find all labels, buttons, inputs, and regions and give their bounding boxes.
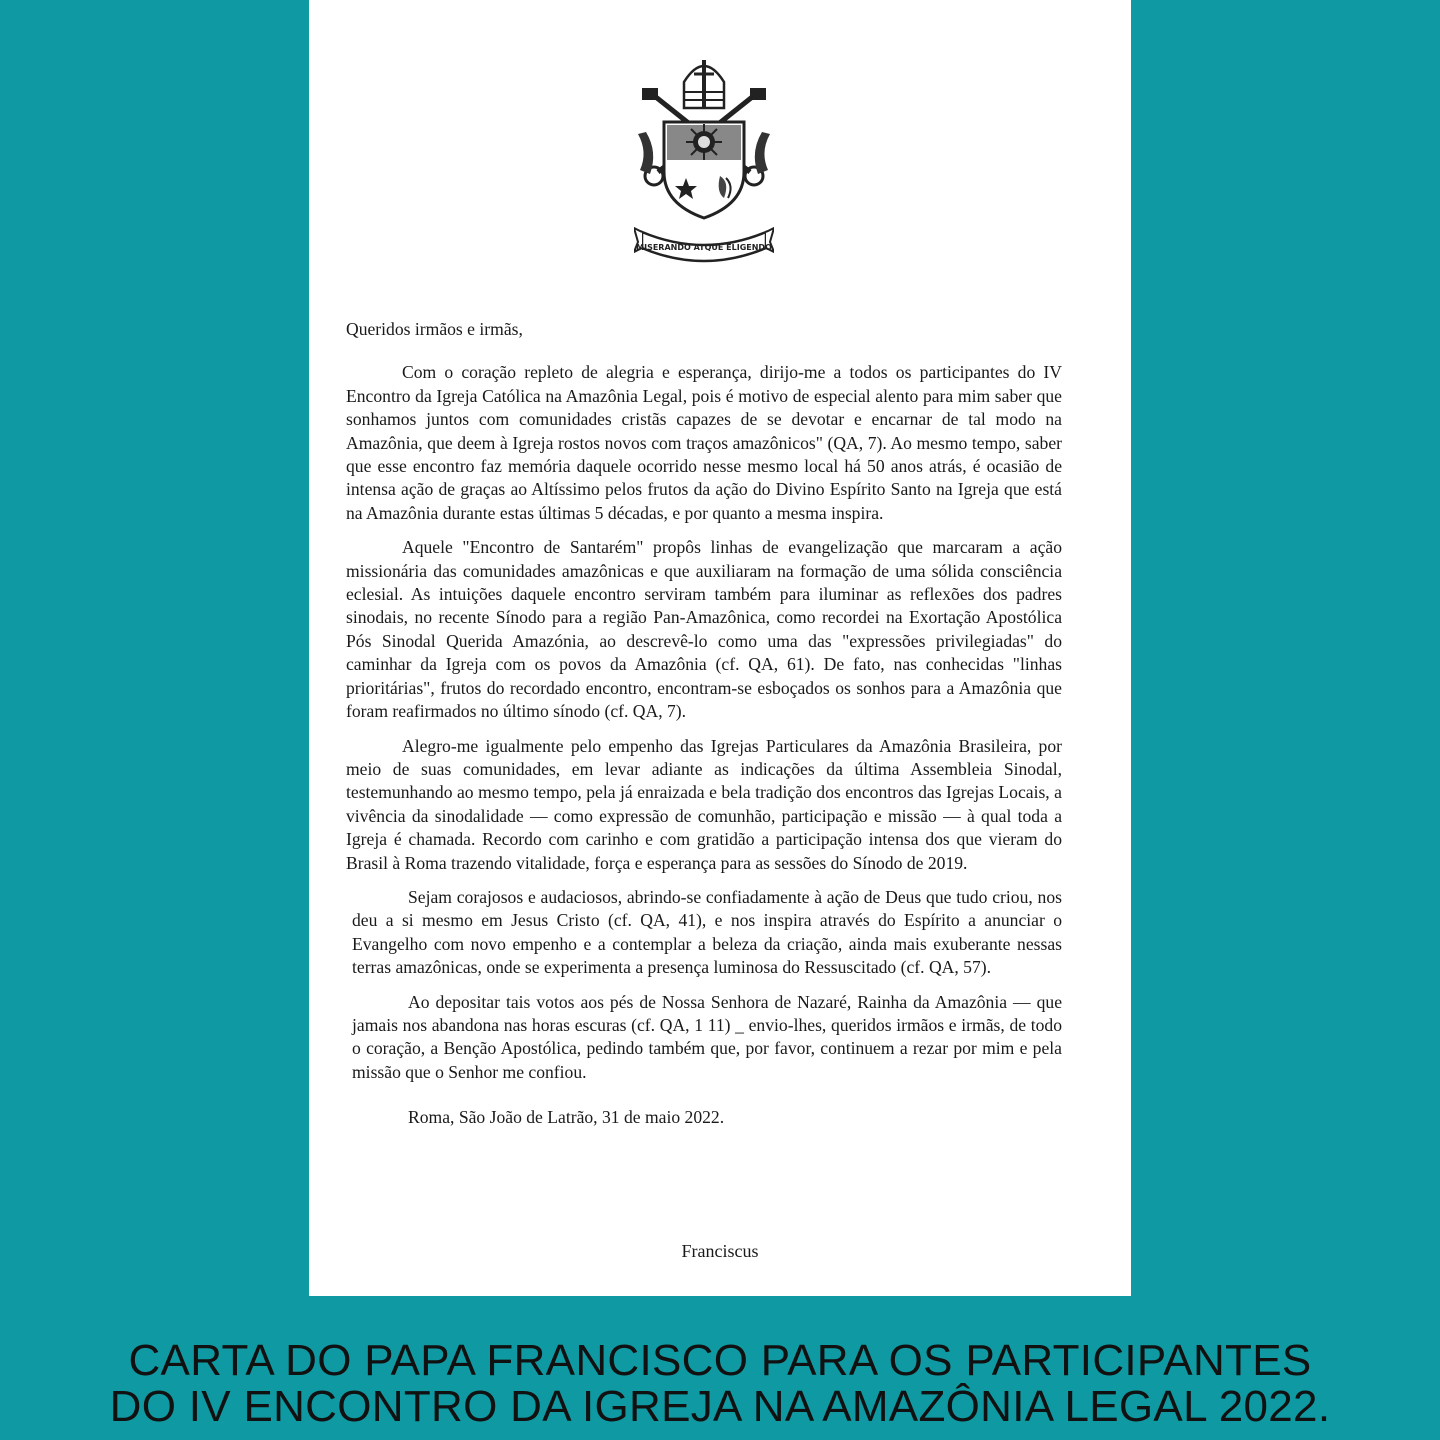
paragraph-4: Sejam corajosos e audaciosos, abrindo-se confiadamente à ação de Deus que tudo criou, nos deu a si mesmo em Jesus Cristo (cf. QA, 41), e nos inspira através do Espírito a anunciar o Evangelho com novo empenho e a contemplar a beleza da criação, ainda mais exuberante nessas terras amazônicas, onde se experimenta a presença luminosa do Ressuscitado (cf. QA, 57). xyxy=(352,886,1062,978)
paragraph-2: Aquele "Encontro de Santarém" propôs linhas de evangelização que marcaram a ação missionária das comunidades amazônicas e que auxiliaram na formação de uma sólida consciência eclesial. As intuições daquele encontro serviram também para iluminar as reflexões dos padres sinodais, no recente Sínodo para a região Pan-Amazônica, como recordei na Exortação Apostólica Pós Sinodal Querida Amazónia, ao descrevê-lo como uma das "expressões privilegiadas" do caminhar da Igreja com os povos da Amazônia (cf. QA, 61). De fato, nas conhecidas "linhas prioritárias", frutos do recordado encontro, encontram-se esboçados os sonhos para a Amazônia que foram reafirmados no último sínodo (cf. QA, 7). xyxy=(346,537,1062,722)
letter-page xyxy=(309,0,1131,1296)
date-line: Roma, São João de Latrão, 31 de maio 2022. xyxy=(408,1107,725,1128)
caption-line-2: DO IV ENCONTRO DA IGREJA NA AMAZÔNIA LEGAL 2022. xyxy=(109,1382,1331,1431)
letter-body xyxy=(346,318,1062,1130)
caption xyxy=(0,1338,1440,1430)
paragraph-3: Alegro-me igualmente pelo empenho das Igrejas Particulares da Amazônia Brasileira, por meio de suas comunidades, em levar adiante as indicações da última Assembleia Sinodal, testemunhando ao mesmo tempo, pela já enraizada e bela tradição dos encontros das Igrejas Locais, a vivência da sinodalidade — como expressão de comunhão, participação e missão — à qual toda a Igreja é chamada. Recordo com carinho e com gratidão a participação intensa dos que vieram do Brasil à Roma trazendo vitalidade, força e esperança para as sessões do Sínodo de 2019. xyxy=(346,735,1062,873)
crest-motto: MISERANDO ATQUE ELIGENDO xyxy=(636,243,772,252)
paragraph-5: Ao depositar tais votos aos pés de Nossa Senhora de Nazaré, Rainha da Amazônia — que jamais nos abandona nas horas escuras (cf. QA, 1 11) _ envio-lhes, queridos irmãos e irmãs, de todo o coração, a Benção Apostólica, pedindo também que, por favor, continuem a rezar por mim e pela missão que o Senhor me confiou. xyxy=(352,991,1062,1082)
paragraph-1: Com o coração repleto de alegria e esperança, dirijo-me a todos os participantes do IV Encontro da Igreja Católica na Amazônia Legal, pois é motivo de especial alento para mim saber que sonhamos juntos com comunidades cristãs capazes de se devotar e encarnar de tal modo na Amazônia, que deem à Igreja rostos novos com traços amazônicos" (QA, 7). Ao mesmo tempo, saber que esse encontro faz memória daquele ocorrido nesse mesmo local há 50 anos atrás, é ocasião de intensa ação de graças ao Altíssimo pelos frutos da ação do Divino Espírito Santo na Igreja que está na Amazônia durante estas últimas 5 décadas, e por quanto a mesma inspira. xyxy=(346,362,1062,523)
salutation: Queridos irmãos e irmãs, xyxy=(346,319,523,339)
caption-line-1: CARTA DO PAPA FRANCISCO PARA OS PARTICIPANTES xyxy=(128,1336,1312,1385)
signature: Franciscus xyxy=(681,1241,759,1261)
papal-coat-of-arms xyxy=(634,52,774,264)
